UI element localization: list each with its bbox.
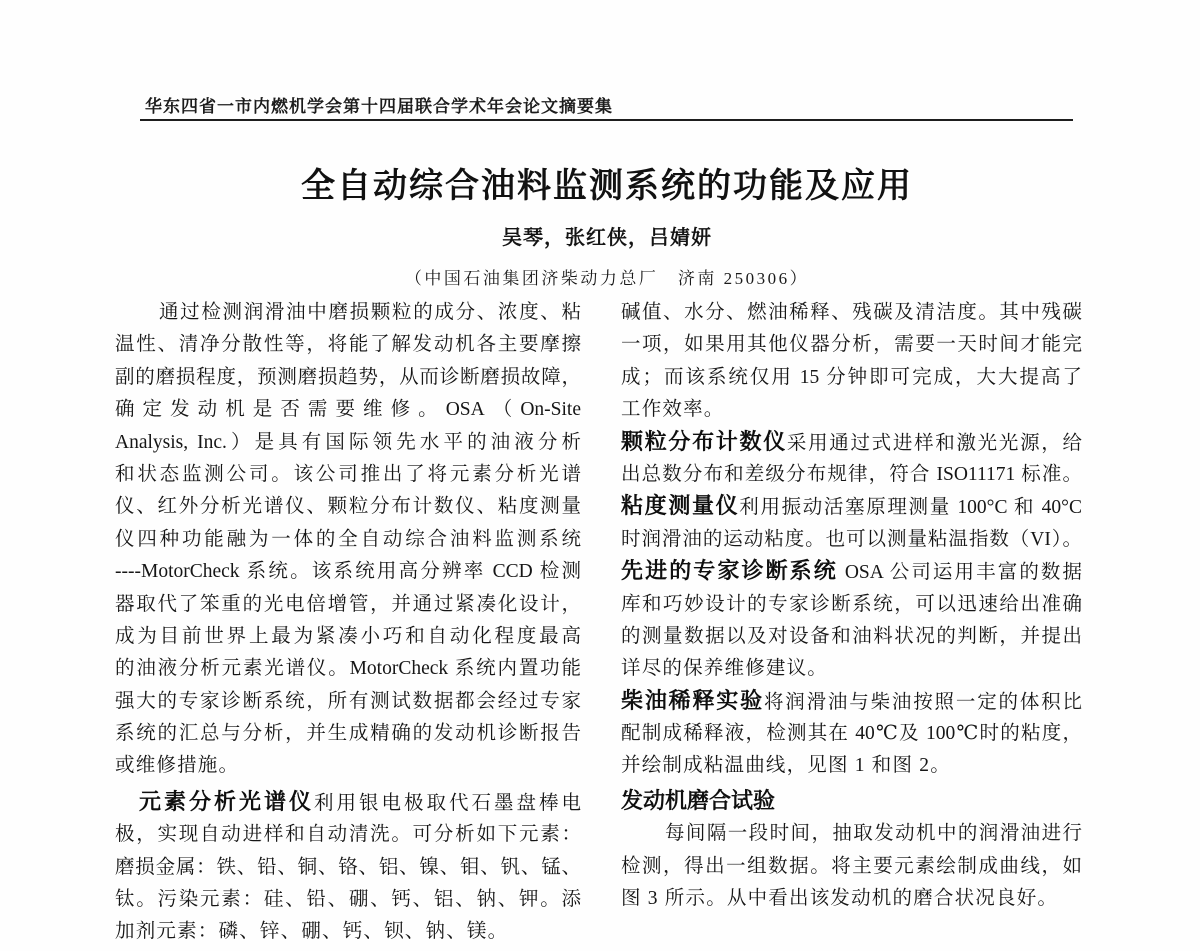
section-label: 元素分析光谱仪 xyxy=(139,789,314,815)
paragraph-line xyxy=(621,491,1082,523)
authors: 吴琴，张红侠，吕婧妍 xyxy=(502,225,712,249)
paragraph-line: 的测量数据以及对设备和油料状况的判断，并提出 xyxy=(621,625,1082,647)
section-label: 颗粒分布计数仪 xyxy=(621,429,787,455)
paragraph-line: 通过检测润滑油中磨损颗粒的成分、浓度、粘 xyxy=(159,302,581,323)
paragraph-line: 仪、红外分析光谱仪、颗粒分布计数仪、粘度测量 xyxy=(115,496,581,518)
paragraph-line: 温性、清净分散性等，将能了解发动机各主要摩擦 xyxy=(115,334,581,356)
right-column xyxy=(621,297,1082,915)
paragraph-line xyxy=(621,686,1082,718)
section-heading: 发动机磨合试验 xyxy=(621,788,776,814)
section-label: 柴油稀释实验 xyxy=(621,688,764,714)
affiliation: （中国石油集团济柴动力总厂 济南 250306） xyxy=(404,269,810,288)
paragraph-line: 加剂元素：磷、锌、硼、钙、钡、钠、镁。 xyxy=(115,921,509,943)
left-column xyxy=(115,297,581,949)
section-label: 粘度测量仪 xyxy=(621,494,740,520)
paragraph-line: 图 3 所示。从中看出该发动机的磨合状况良好。 xyxy=(621,888,1059,910)
paragraph-text: 利用银电极取代石墨盘棒电 xyxy=(314,792,581,814)
paragraph-line: 确定发动机是否需要维修。OSA（On-Site xyxy=(115,399,581,421)
paragraph-line: 和状态监测公司。该公司推出了将元素分析光谱 xyxy=(115,463,581,485)
paragraph-line: 详尽的保养维修建议。 xyxy=(621,658,829,680)
paragraph-line: 配制成稀释液，检测其在 40℃及 100℃时的粘度， xyxy=(621,723,1082,745)
paragraph-line xyxy=(621,427,1082,459)
paragraph-line xyxy=(621,556,1082,588)
paragraph-line: 强大的专家诊断系统，所有测试数据都会经过专家 xyxy=(115,690,581,712)
paragraph-text: OSA 公司运用丰富的数据 xyxy=(844,562,1083,584)
paragraph-line: 碱值、水分、燃油稀释、残碳及清洁度。其中残碳 xyxy=(621,302,1082,323)
paragraph-line: 出总数分布和差级分布规律，符合 ISO11171 标准。 xyxy=(621,463,1082,485)
paragraph-line: 时润滑油的运动粘度。也可以测量粘温指数（VI）。 xyxy=(621,528,1082,550)
paragraph-text: 采用通过式进样和激光光源，给 xyxy=(786,432,1082,454)
paragraph-line: 检测，得出一组数据。将主要元素绘制成曲线，如 xyxy=(621,855,1082,877)
paragraph-line: 器取代了笨重的光电倍增管，并通过紧凑化设计， xyxy=(115,593,581,615)
paragraph-line: 库和巧妙设计的专家诊断系统，可以迅速给出准确 xyxy=(621,593,1082,615)
paragraph-line: 极，实现自动进样和自动清洗。可分析如下元素： xyxy=(115,824,581,846)
header-rule xyxy=(140,119,1073,121)
paragraph-line: 钛。污染元素：硅、铅、硼、钙、铝、钠、钾。添 xyxy=(115,889,581,911)
paragraph-line: 并绘制成粘温曲线，见图 1 和图 2。 xyxy=(621,755,951,777)
paragraph-line: 一项，如果用其他仪器分析，需要一天时间才能完 xyxy=(621,334,1082,356)
paper-title: 全自动综合油料监测系统的功能及应用 xyxy=(301,166,913,206)
paragraph-line: 成；而该系统仅用 15 分钟即可完成，大大提高了 xyxy=(621,366,1082,388)
paragraph-line: 系统的汇总与分析，并生成精确的发动机诊断报告 xyxy=(115,723,581,745)
paragraph-line: 磨损金属：铁、铅、铜、铬、铝、镍、钼、钒、锰、 xyxy=(115,856,581,878)
paragraph-line xyxy=(115,787,581,819)
running-header: 华东四省一市内燃机学会第十四届联合学术年会论文摘要集 xyxy=(145,97,613,117)
paragraph-line: 成为目前世界上最为紧凑小巧和自动化程度最高 xyxy=(115,625,581,647)
paragraph-line: 的油液分析元素光谱仪。MotorCheck 系统内置功能 xyxy=(115,658,581,680)
paragraph-line: ----MotorCheck 系统。该系统用高分辨率 CCD 检测 xyxy=(115,561,581,583)
section-label: 先进的专家诊断系统 xyxy=(621,559,838,585)
paragraph-line: 每间隔一段时间，抽取发动机中的润滑油进行 xyxy=(665,823,1082,845)
paragraph-line: 副的磨损程度，预测磨损趋势，从而诊断磨损故障， xyxy=(115,366,581,388)
paragraph-line: Analysis, Inc.）是具有国际领先水平的油液分析 xyxy=(115,431,581,453)
paragraph-line: 仪四种功能融为一体的全自动综合油料监测系统 xyxy=(115,528,581,550)
paragraph-line: 或维修措施。 xyxy=(115,755,240,777)
paragraph-line: 工作效率。 xyxy=(621,399,725,421)
paragraph-text: 利用振动活塞原理测量 100°C 和 40°C xyxy=(739,497,1082,519)
paragraph-text: 将润滑油与柴油按照一定的体积比 xyxy=(763,691,1082,713)
